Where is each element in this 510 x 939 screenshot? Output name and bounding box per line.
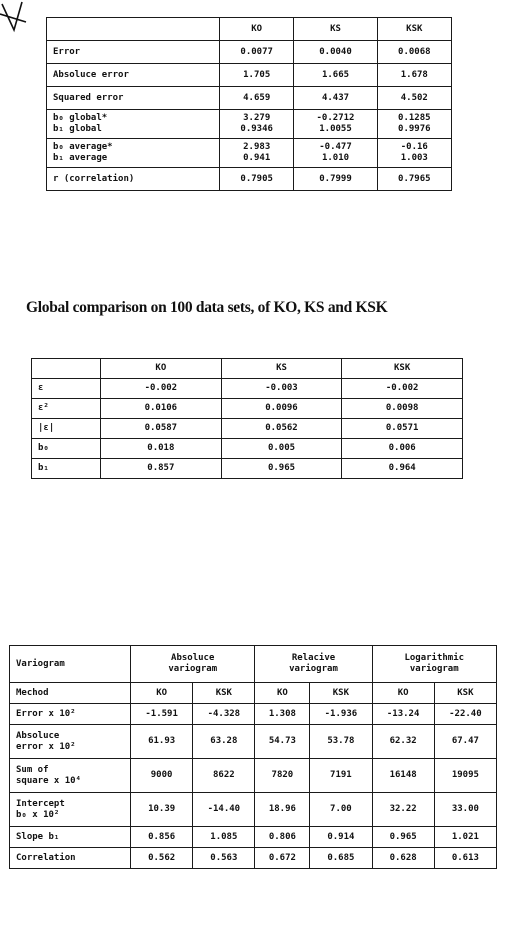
table-cell: 16148: [372, 759, 434, 793]
table-cell: -0.002: [101, 379, 222, 399]
row-label: b₁: [32, 459, 101, 479]
table-row: [47, 168, 452, 191]
corner-header: Variogram: [10, 646, 131, 683]
table-cell: 0.7905: [220, 168, 294, 191]
row-label: |ε|: [32, 419, 101, 439]
table-cell: 0.0096: [221, 399, 342, 419]
table-cell: 0.0106: [101, 399, 222, 419]
table-row: [10, 827, 497, 848]
table-cell: 1.085: [193, 827, 255, 848]
table-cell: -1.591: [131, 704, 193, 725]
row-label: Correlation: [10, 848, 131, 869]
method-header: KO: [255, 683, 310, 704]
row-label: b₀: [32, 439, 101, 459]
table-cell: -0.002: [342, 379, 463, 399]
table-cell: 0.563: [193, 848, 255, 869]
table-row: [10, 793, 497, 827]
table-row: [32, 419, 463, 439]
table-cell: 0.914: [310, 827, 372, 848]
table-cell: 0.7965: [377, 168, 451, 191]
header-cell: KS: [221, 359, 342, 379]
table-cell: 0.965: [221, 459, 342, 479]
header-cell: KO: [220, 18, 294, 41]
table-cell: 0.806: [255, 827, 310, 848]
group-header: Relacive variogram: [255, 646, 372, 683]
row-label: Error x 10²: [10, 704, 131, 725]
table-caption: Global comparison on 100 data sets, of KO, KS and KSK: [26, 299, 388, 316]
table-cell: 0.964: [342, 459, 463, 479]
table-cell: 0.856: [131, 827, 193, 848]
table-header-row: [10, 646, 497, 683]
group-header: Absoluce variogram: [131, 646, 255, 683]
row-label: ε²: [32, 399, 101, 419]
table-cell: 1.665: [294, 64, 377, 87]
table-row: [32, 399, 463, 419]
table-cell: 0.965: [372, 827, 434, 848]
table-cell: 62.32: [372, 725, 434, 759]
method-header: KSK: [193, 683, 255, 704]
table-cell: 19095: [434, 759, 496, 793]
table-cell: 0.613: [434, 848, 496, 869]
table-cell: -0.16 1.003: [377, 139, 451, 168]
row-label: r (correlation): [47, 168, 220, 191]
table-row: [47, 139, 452, 168]
row-label: Error: [47, 41, 220, 64]
table-row: [10, 704, 497, 725]
header-cell: KSK: [342, 359, 463, 379]
table-header-row: [32, 359, 463, 379]
table-cell: 0.005: [221, 439, 342, 459]
table-row: [10, 759, 497, 793]
table-cell: 0.7999: [294, 168, 377, 191]
table-header-row: [10, 683, 497, 704]
table-cell: 0.628: [372, 848, 434, 869]
table-cell: 0.857: [101, 459, 222, 479]
row-label: b₀ global* b₁ global: [47, 110, 220, 139]
error-stats-table: [46, 17, 452, 191]
table-cell: 0.0040: [294, 41, 377, 64]
table-cell: 63.28: [193, 725, 255, 759]
table-cell: 0.562: [131, 848, 193, 869]
table-cell: -22.40: [434, 704, 496, 725]
method-label: Mechod: [10, 683, 131, 704]
header-cell: KO: [101, 359, 222, 379]
row-label: b₀ average* b₁ average: [47, 139, 220, 168]
table-cell: 0.0587: [101, 419, 222, 439]
table-cell: 7.00: [310, 793, 372, 827]
table-cell: 61.93: [131, 725, 193, 759]
table-header-row: [47, 18, 452, 41]
table-cell: -14.40: [193, 793, 255, 827]
table-cell: 8622: [193, 759, 255, 793]
table-cell: 0.0098: [342, 399, 463, 419]
table-cell: 1.678: [377, 64, 451, 87]
table-cell: 0.685: [310, 848, 372, 869]
table-cell: 4.502: [377, 87, 451, 110]
table-row: [47, 87, 452, 110]
table-cell: 32.22: [372, 793, 434, 827]
table-cell: 0.0562: [221, 419, 342, 439]
row-label: Intercept b₀ x 10²: [10, 793, 131, 827]
table-cell: 0.0077: [220, 41, 294, 64]
table-cell: -0.477 1.010: [294, 139, 377, 168]
table-cell: 1.705: [220, 64, 294, 87]
table-row: [10, 725, 497, 759]
header-cell: [47, 18, 220, 41]
table-row: [32, 439, 463, 459]
table-cell: -0.003: [221, 379, 342, 399]
header-cell: KSK: [377, 18, 451, 41]
table-cell: 18.96: [255, 793, 310, 827]
row-label: ε: [32, 379, 101, 399]
header-cell: KS: [294, 18, 377, 41]
table-cell: 9000: [131, 759, 193, 793]
method-header: KO: [372, 683, 434, 704]
table-cell: 0.0571: [342, 419, 463, 439]
table-cell: 4.659: [220, 87, 294, 110]
table-cell: 33.00: [434, 793, 496, 827]
table-cell: 4.437: [294, 87, 377, 110]
table-cell: -1.936: [310, 704, 372, 725]
table-cell: 2.983 0.941: [220, 139, 294, 168]
group-header: Logarithmic variogram: [372, 646, 496, 683]
table-cell: -13.24: [372, 704, 434, 725]
table-cell: -0.2712 1.0055: [294, 110, 377, 139]
table-row: [47, 64, 452, 87]
table-cell: 53.78: [310, 725, 372, 759]
table-row: [47, 110, 452, 139]
table-cell: 7191: [310, 759, 372, 793]
variogram-table: [9, 645, 497, 869]
row-label: Absoluce error: [47, 64, 220, 87]
table-cell: 1.021: [434, 827, 496, 848]
global-comparison-table: [31, 358, 463, 479]
pen-scribble-mark: [0, 0, 40, 40]
row-label: Slope b₁: [10, 827, 131, 848]
method-header: KSK: [310, 683, 372, 704]
header-cell: [32, 359, 101, 379]
table-cell: 1.308: [255, 704, 310, 725]
table-cell: 10.39: [131, 793, 193, 827]
table-cell: 3.279 0.9346: [220, 110, 294, 139]
table-cell: -4.328: [193, 704, 255, 725]
table-row: [10, 848, 497, 869]
table-cell: 0.1285 0.9976: [377, 110, 451, 139]
table-row: [47, 41, 452, 64]
row-label: Squared error: [47, 87, 220, 110]
table-row: [32, 459, 463, 479]
row-label: Absoluce error x 10²: [10, 725, 131, 759]
method-header: KO: [131, 683, 193, 704]
table-cell: 54.73: [255, 725, 310, 759]
table-cell: 0.672: [255, 848, 310, 869]
table-cell: 0.0068: [377, 41, 451, 64]
table-cell: 7820: [255, 759, 310, 793]
table-cell: 0.018: [101, 439, 222, 459]
table-row: [32, 379, 463, 399]
table-cell: 0.006: [342, 439, 463, 459]
method-header: KSK: [434, 683, 496, 704]
table-cell: 67.47: [434, 725, 496, 759]
row-label: Sum of square x 10⁴: [10, 759, 131, 793]
